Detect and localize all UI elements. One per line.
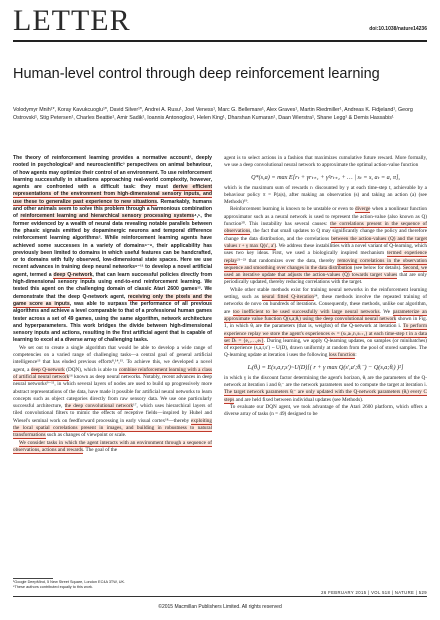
- equation-2: [224, 363, 427, 372]
- body-text: We set out to create a single algorithm that would be able to develop a wide range of competencies on a varied range of challenging tasks—a central goal of general artificial intelligence¹³ that has eluded previous efforts⁸,¹⁴,¹⁵. To achieve this, we developed a novel agent, a: [13, 344, 212, 373]
- body-text: ¹⁶ known as deep neural networks. Notably, recent advances in deep neural networks⁹⁻¹¹, in which several layers of nodes are used to build up progressively more abstract representations of the data, have made it possible for artificial neural networks to learn concepts such as object categories directly from raw sensory data. We use one particularly successful architecture,: [13, 373, 212, 410]
- abstract-text: The theory of reinforcement learning provides a normative account¹, deeply rooted in psychological² and neuroscientific³ perspectives on animal behaviour, of how agents may optimize their control of an environment. To use reinforcement learning successfully in situations approaching real-world complexity, however, agents are confronted with a difficult task: they must: [13, 155, 212, 191]
- highlight[interactable]: the correlations present in the sequence of observations: [224, 221, 427, 235]
- abstract: [13, 155, 212, 345]
- body-text: . We address these instabilities with a novel variant of Q-learning, which uses two key ideas. First, we used a biologically inspired mechanism: [224, 242, 427, 257]
- highlight[interactable]: We consider tasks in which the agent interacts with an environment through a sequence of observations, actions and rewards: [13, 439, 212, 453]
- header-rule: [13, 40, 427, 42]
- abstract-text: , that can learn successful policies directly from high-dimensional sensory inputs using end-to-end reinforcement learning. We tested this agent on the challenging domain of classic Atari 2600 games¹². We demonstrate that the deep Q-network agent,: [13, 271, 212, 300]
- body-paragraph: [224, 287, 427, 360]
- paper-title: Human-level control through deep reinforcement learning: [13, 66, 380, 82]
- left-column: [13, 155, 212, 454]
- body-paragraph: [224, 206, 427, 286]
- highlight[interactable]: deep Q-network: [53, 271, 93, 278]
- author-list: Volodymyr Mnih¹*, Koray Kavukcuoglu¹*, David Silver¹*, Andrei A. Rusu¹, Joel Veness¹, Marc G. Bellemare¹, Alex Graves¹, Martin Riedmiller¹, Andreas K. Fidjeland¹, Georg Ostrovski¹, Stig Petersen¹, Charles Beattie¹, Amir Sadik¹, Ioannis Antonoglou¹, Helen King¹, Dharshan Kumaran¹, Daan Wierstra¹, Shane Legg¹ & Demis Hassabis¹: [13, 107, 413, 121]
- highlight[interactable]: too inefficient to be used successfully with large neural networks: [232, 308, 380, 315]
- footnote-rule: [13, 578, 53, 579]
- highlight[interactable]: diverge: [355, 206, 371, 213]
- affiliation-footnote: ¹Google DeepMind, 5 New Street Square, London EC4A 3TW, UK.: [13, 580, 126, 584]
- right-column: [224, 155, 427, 419]
- highlight[interactable]: exploiting the local spatial correlations present in images, and building in robustness to natural transformations: [13, 417, 212, 439]
- equation-text: Q*(s,a) = max E[rₜ + γrₜ₊₁ + γ²rₜ₊₂ + … | sₜ = s, aₜ = a, π],: [251, 173, 400, 181]
- body-paragraph: [224, 375, 427, 404]
- highlight[interactable]: Second, we used an iterative update that adjusts the action-values (Q) towards target values: [224, 264, 427, 279]
- footnotes: [13, 580, 212, 590]
- highlight[interactable]: loss function: [328, 352, 356, 359]
- body-text: (see below for details).: [352, 264, 403, 271]
- body-text: , the fact that small updates to Q may significantly change the policy and therefore change the data distribution, and the correlations: [224, 228, 427, 242]
- highlight[interactable]: parameterize an approximate value function Q(s,a;θᵢ) using the deep convolutional neural network: [224, 308, 427, 322]
- body-text: . During learning, we apply Q-learning updates, on samples (or minibatches) of experience (s,a,r,s′) ~ U(D), drawn uniformly at random from the pool of stored samples. The Q-learning update at iteration i uses the following: [224, 337, 428, 359]
- body-text: :: [355, 352, 357, 359]
- highlight[interactable]: derive efficient representations of the environment from high-dimensional sensory inputs, and use these to generalize past experience to new situations: [13, 184, 213, 205]
- footer-rule: [13, 596, 427, 597]
- highlight[interactable]: removing correlations in the observation sequence and smoothing over changes in the data distribution: [224, 257, 427, 271]
- body-text: shown in Fig. 1, in which θᵢ are the parameters (that is, weights) of the Q-network at iteration i.: [224, 315, 427, 330]
- body-text: ²⁴, these methods involve the repeated training of networks de novo on hundreds of iterations. Consequently, these methods, unlike our algorithm, are: [224, 294, 427, 315]
- highlight[interactable]: The target network parameters θᵢ⁻ are only updated with the Q-network parameters (θᵢ) every C steps: [224, 389, 427, 403]
- highlight[interactable]: deep Q-network: [30, 366, 65, 373]
- abstract-text: , was able to surpass the performance of all previous algorithms and achieve a level comparable to that of a professional human games tester across a set of 49 games, using the same algorithm, network architecture and hyperparameters. This work bridges the divide between high-dimensional sensory inputs and actions, resulting in the first artificial agent that is capable of learning to excel at a diverse array of challenging tasks.: [13, 300, 212, 344]
- body-text: and are held fixed between individual updates (see Methods).: [234, 396, 364, 403]
- body-text: that are only periodically updated, thereby reducing correlations with the target.: [224, 272, 428, 286]
- body-text: . The goal of the: [83, 446, 118, 453]
- highlight[interactable]: combine reinforcement learning with a class of artificial neural network: [13, 366, 213, 380]
- abstract-text: . Remarkably, humans and other animals seem to solve this problem through a harmonious combination of: [13, 198, 212, 220]
- body-paragraph: [13, 440, 212, 455]
- body-paragraph: agent is to select actions in a fashion that maximizes cumulative future reward. More formally, we use a deep convolutional neural network to approximate the optimal action-value function: [224, 155, 427, 169]
- abstract-text: ⁴,⁵, the former evidenced by a wealth of neural data revealing notable parallels between the phasic signals emitted by dopaminergic neurons and temporal difference reinforcement learning algorithms³. While reinforcement learning agents have achieved some successes in a variety of domains⁶⁻⁸, their applicability has previously been limited to domains in which useful features can be handcrafted, or to domains with fully observed, low-dimensional state spaces. Here we use recent advances in training deep neural networks⁹⁻¹¹ to develop a novel artificial agent, termed a: [13, 213, 212, 278]
- copyright-notice: ©2015 Macmillan Publishers Limited. All rights reserved: [158, 604, 282, 610]
- highlight[interactable]: receiving only the pixels and the game score as inputs: [13, 293, 212, 307]
- equal-contribution-footnote: *These authors contributed equally to this work.: [13, 585, 93, 589]
- highlight[interactable]: the deep convolutional network: [64, 403, 134, 410]
- highlight[interactable]: To perform experience replay we store the agent's experiences eₜ = (sₜ,aₜ,rₜ,sₜ₊₁) at each time-step t in a data set Dₜ = {e₁,…,eₜ}: [224, 323, 427, 344]
- body-text: such as changes of viewpoint or scale.: [45, 432, 127, 439]
- body-text: ²¹⁻²³ that randomizes over the data, thereby: [236, 257, 338, 264]
- page-header: [13, 4, 427, 40]
- body-text: when a nonlinear function approximator such as a neural network is used to represent the action-value (also known as Q) function²⁰. This instability has several causes:: [224, 206, 427, 228]
- equation-1: [224, 173, 427, 182]
- body-text: Reinforcement learning is known to be unstable or even to: [230, 206, 356, 213]
- journal-section-label: LETTER: [13, 4, 131, 37]
- body-text: in which γ is the discount factor determining the agent's horizon, θᵢ are the parameters of the Q-network at iteration i and θᵢ⁻ are the network parameters used to compute the target at iteration i.: [224, 374, 427, 389]
- highlight[interactable]: neural fitted Q-iteration: [261, 294, 315, 301]
- body-text: . We: [379, 308, 393, 315]
- highlight[interactable]: termed experience replay: [224, 250, 427, 264]
- highlight[interactable]: between the action-values (Q) and the target values r + γ max Q(s′, a′): [224, 235, 427, 249]
- highlight[interactable]: reinforcement learning and hierarchical sensory processing systems: [20, 213, 195, 220]
- body-text: While other stable methods exist for training neural networks in the reinforcement learning setting, such as: [224, 286, 427, 301]
- issue-line: 26 FEBRUARY 2015 | VOL 518 | NATURE | 529: [321, 590, 427, 595]
- body-paragraph: which is the maximum sum of rewards rₜ discounted by γ at each time-step t, achievable by a behaviour policy π = P(a|s), after making an observation (s) and taking an action (a) (see Methods)¹⁹.: [224, 184, 427, 206]
- equation-text: Lᵢ(θᵢ) = E(s,a,r,s′)~U(D)[( r + γ max Q(s′,a′;θᵢ⁻) − Q(s,a;θᵢ) )²]: [247, 363, 404, 371]
- body-text: ¹⁷, which uses hierarchical layers of tiled convolutional filters to mimic the effects of receptive fields—inspired by Hubel and Wiesel's seminal work on feedforward processing in early visual cortex¹⁸—thereby: [13, 403, 212, 424]
- body-text: (DQN), which is able to: [64, 366, 119, 373]
- doi-label: doi:10.1038/nature14236: [369, 26, 427, 32]
- body-paragraph: To evaluate our DQN agent, we took advantage of the Atari 2600 platform, which offers a diverse array of tasks (n = 49) designed to be: [224, 403, 427, 418]
- body-paragraph: [13, 345, 212, 440]
